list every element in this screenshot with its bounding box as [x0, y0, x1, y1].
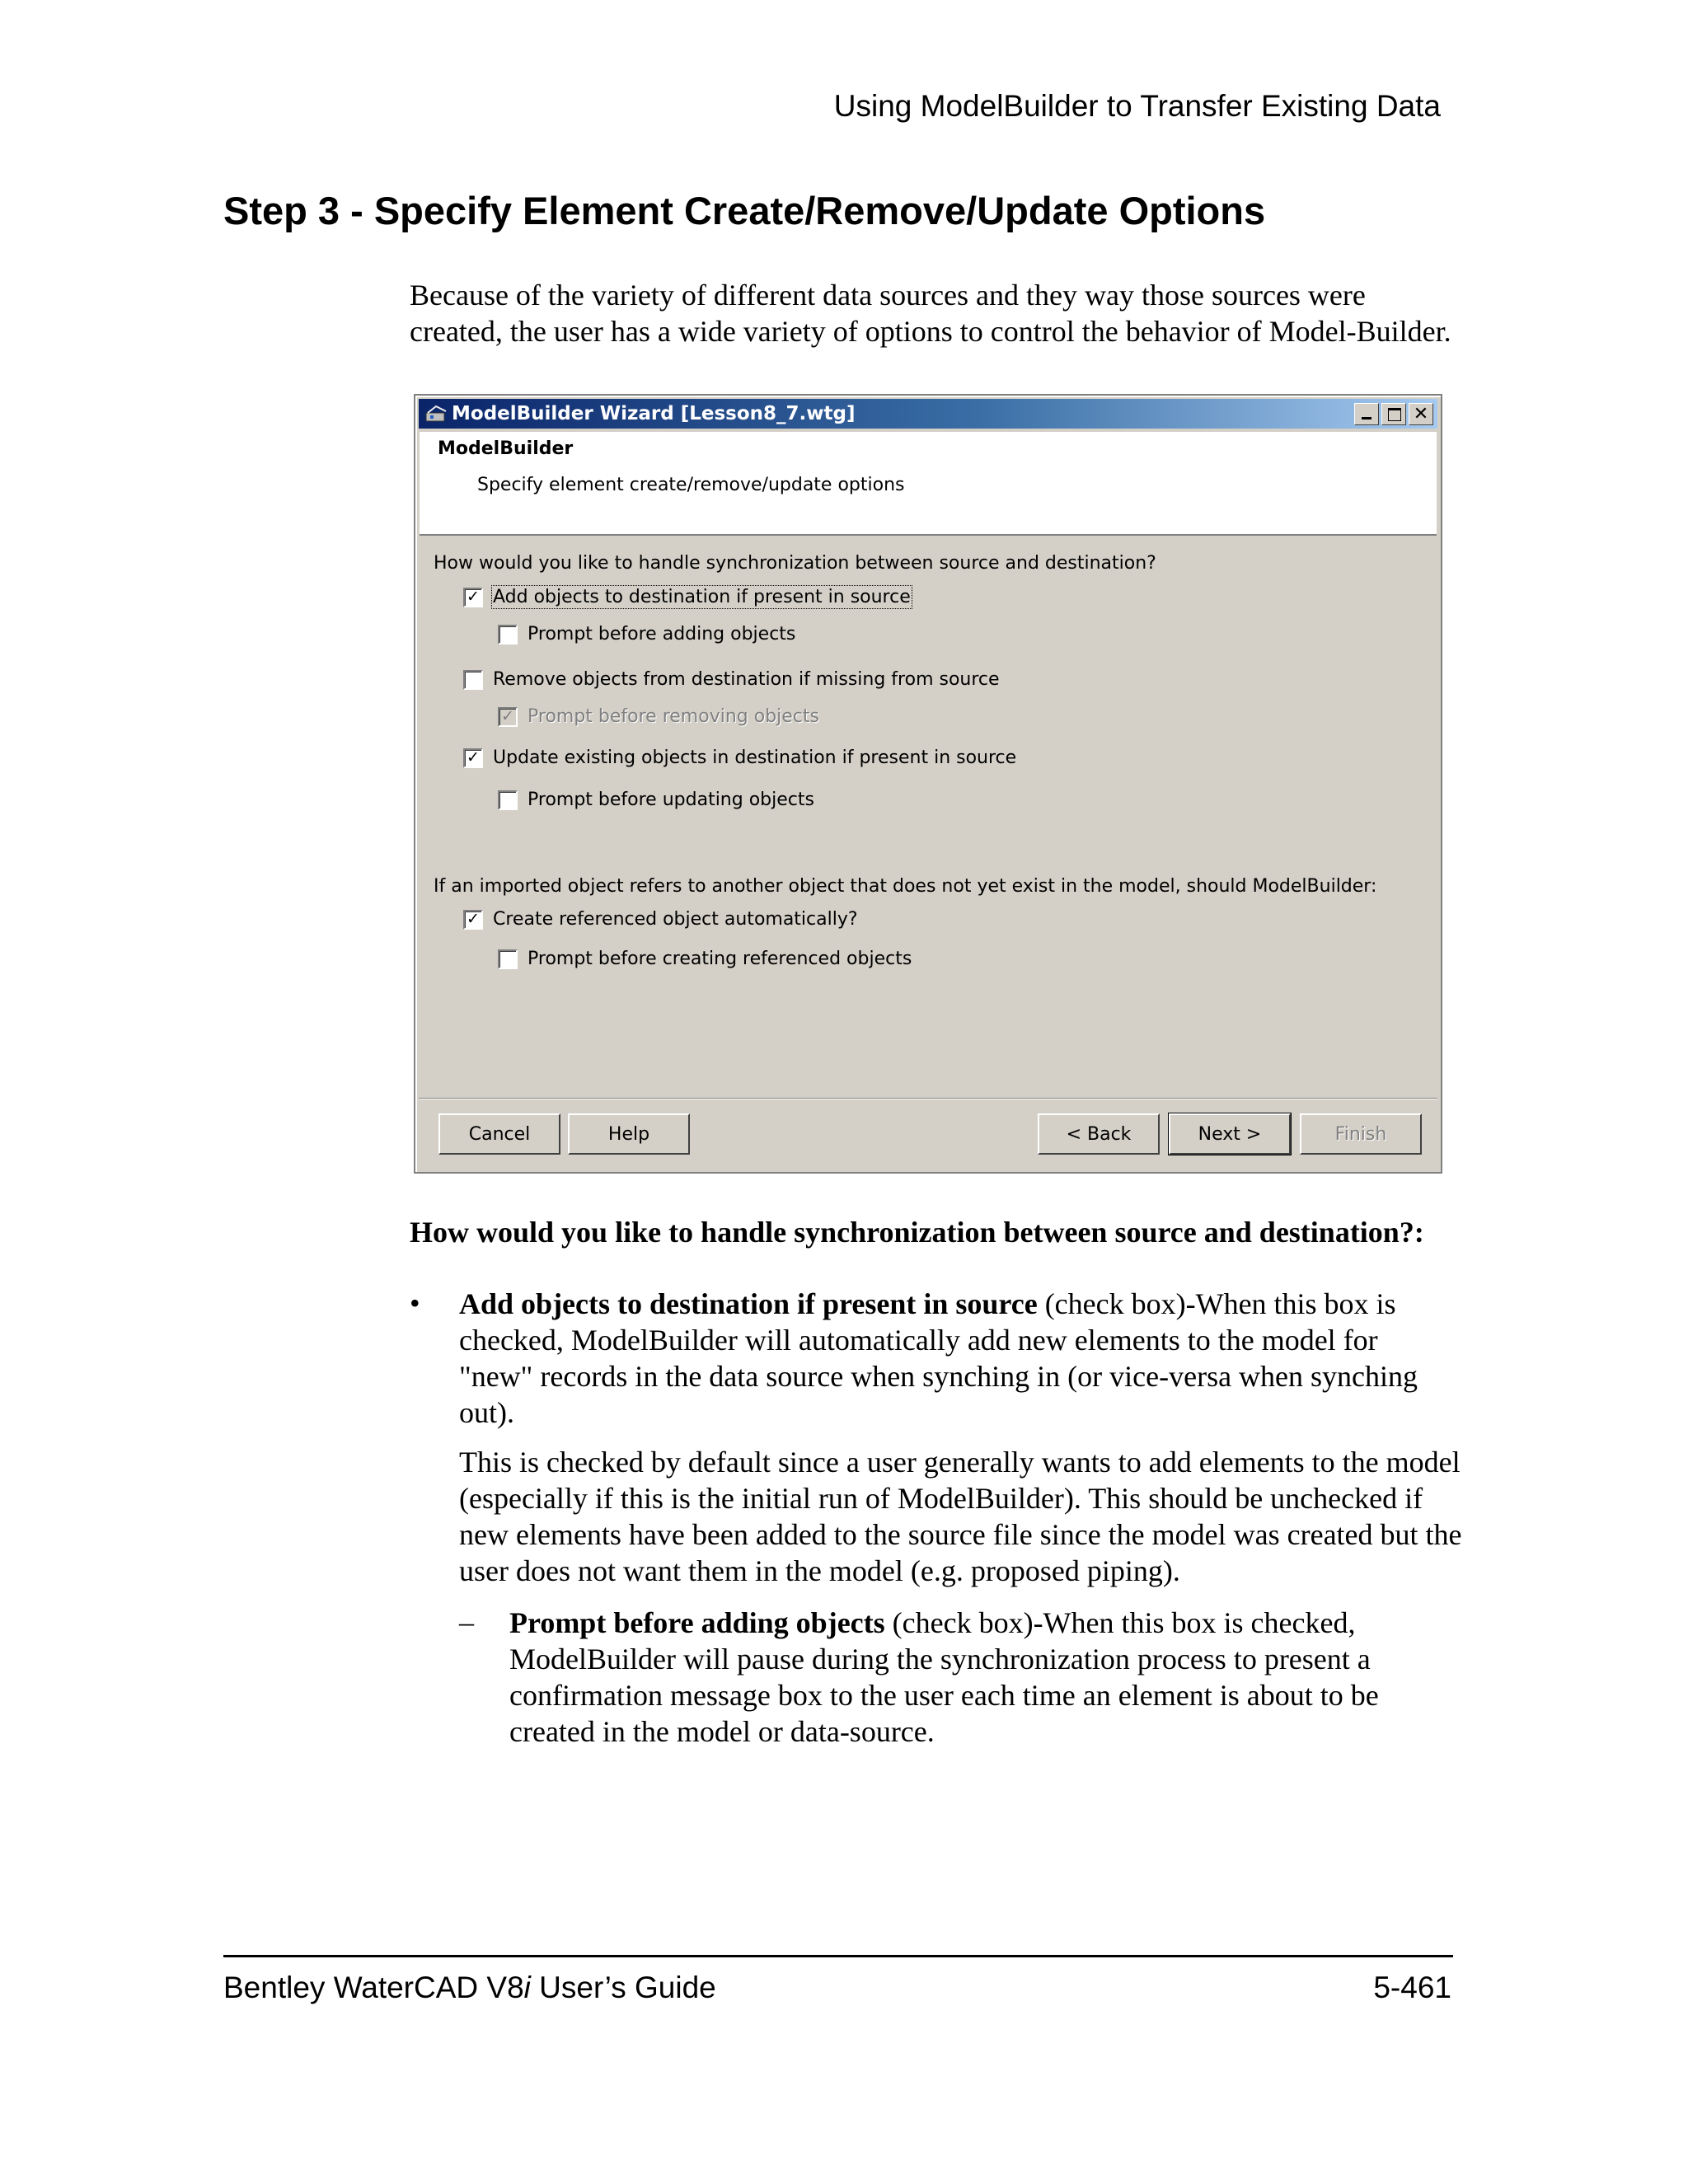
minimize-icon [1362, 417, 1372, 419]
maximize-button[interactable] [1381, 403, 1406, 425]
reference-question-label: If an imported object refers to another object that does not yet exist in the model, should ModelBuilder: [434, 876, 1377, 897]
prompt-updating-label[interactable]: Prompt before updating objects [528, 790, 814, 810]
finish-button: Finish [1300, 1113, 1422, 1155]
prompt-removing-label: Prompt before removing objects [528, 706, 819, 727]
sync-subheading: How would you like to handle synchronization between source and destination?: [410, 1216, 1424, 1249]
dash-marker: – [459, 1605, 474, 1638]
minimize-button[interactable] [1354, 403, 1379, 425]
prompt-adding-label[interactable]: Prompt before adding objects [528, 624, 796, 644]
prompt-adding-description [509, 1605, 1424, 1750]
remove-objects-checkbox[interactable] [463, 670, 483, 690]
footer-rule [223, 1955, 1453, 1957]
update-objects-checkbox-row[interactable] [463, 748, 1016, 768]
running-header: Using ModelBuilder to Transfer Existing Data [833, 89, 1441, 123]
add-objects-text: (check box)-When this box is checked, ModelBuilder will automatically add new elements to the model for "new" records in the data source when synching in (or vice-versa when synching out). [459, 1287, 1418, 1429]
create-referenced-checkbox[interactable]: ✓ [463, 910, 483, 930]
maximize-icon [1388, 408, 1401, 421]
update-objects-label[interactable]: Update existing objects in destination if present in source [493, 748, 1017, 768]
footer-product-title [223, 1971, 716, 2005]
intro-paragraph: Because of the variety of different data sources and they way those sources were created, the user has a wide variety of options to control the behavior of Model-Builder. [410, 279, 1451, 348]
wizard-header-title: ModelBuilder [438, 438, 574, 459]
section-title: Step 3 - Specify Element Create/Remove/Update Options [223, 189, 1266, 232]
create-referenced-checkbox-row[interactable] [463, 909, 858, 930]
add-objects-label[interactable]: Add objects to destination if present in source [493, 587, 911, 607]
prompt-adding-term: Prompt before adding objects [509, 1606, 885, 1639]
bullet-marker: • [410, 1286, 420, 1319]
modelbuilder-app-icon [424, 403, 448, 424]
add-objects-checkbox[interactable]: ✓ [463, 588, 483, 607]
next-button[interactable]: Next > [1169, 1113, 1291, 1155]
page-number: 5-461 [1373, 1971, 1451, 2004]
prompt-removing-checkbox: ✓ [498, 707, 518, 727]
title-bar[interactable] [419, 399, 1437, 429]
prompt-adding-text: (check box)-When this box is checked, ModelBuilder will pause during the synchronization process to present a confirmation message box to the user each time an element is about to be created in the model or data-source. [509, 1606, 1379, 1748]
add-objects-description [459, 1286, 1456, 1431]
close-icon: ✕ [1413, 403, 1429, 424]
prompt-creating-referenced-checkbox[interactable] [498, 949, 518, 969]
footer-product-italic: i [523, 1971, 531, 2004]
help-button[interactable]: Help [568, 1113, 690, 1155]
prompt-adding-checkbox[interactable] [498, 625, 518, 644]
prompt-updating-checkbox[interactable] [498, 790, 518, 810]
prompt-removing-checkbox-row [498, 706, 819, 727]
footer-product-suffix: User’s Guide [530, 1971, 716, 2004]
close-button[interactable] [1409, 403, 1433, 425]
wizard-header [420, 432, 1437, 536]
update-objects-checkbox[interactable]: ✓ [463, 748, 483, 768]
remove-objects-checkbox-row[interactable] [463, 669, 1000, 690]
cancel-button[interactable]: Cancel [438, 1113, 560, 1155]
prompt-updating-checkbox-row[interactable] [498, 790, 814, 810]
remove-objects-label[interactable]: Remove objects from destination if missing from source [493, 669, 1000, 690]
add-objects-term: Add objects to destination if present in source [459, 1287, 1038, 1320]
modelbuilder-wizard-dialog [414, 394, 1442, 1174]
prompt-creating-referenced-checkbox-row[interactable] [498, 949, 912, 969]
wizard-header-subtitle: Specify element create/remove/update options [477, 475, 905, 495]
create-referenced-label[interactable]: Create referenced object automatically? [493, 909, 858, 930]
prompt-creating-referenced-label[interactable]: Prompt before creating referenced objects [528, 949, 912, 969]
dialog-title: ModelBuilder Wizard [Lesson8_7.wtg] [452, 403, 856, 424]
back-button[interactable]: < Back [1038, 1113, 1160, 1155]
default-note-paragraph: This is checked by default since a user generally wants to add elements to the model (especially if this is the initial run of ModelBuilder). This should be unchecked if new elements have been added to the source file since the model was created but the user does not want them in the model (e.g. proposed piping). [459, 1446, 1462, 1587]
footer-product-prefix: Bentley WaterCAD V8 [223, 1971, 524, 2004]
prompt-adding-checkbox-row[interactable] [498, 624, 795, 644]
add-objects-checkbox-row[interactable] [463, 587, 911, 607]
sync-question-label: How would you like to handle synchronization between source and destination? [434, 553, 1156, 574]
button-separator [419, 1098, 1437, 1099]
